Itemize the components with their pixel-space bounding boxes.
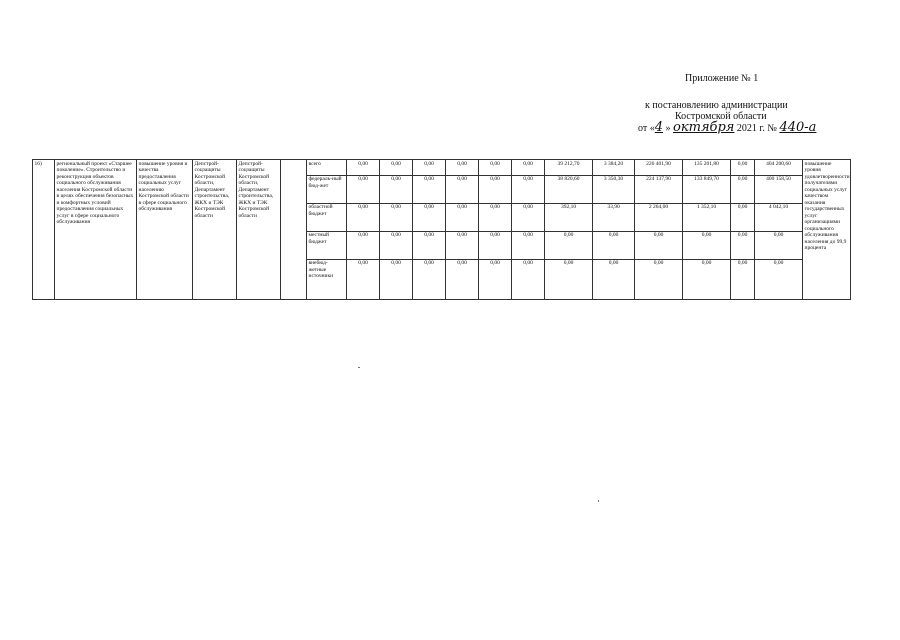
decree-date-line	[638, 120, 817, 135]
funding-value-cell: 0,00	[755, 231, 803, 259]
funding-value-cell: 400 158,50	[755, 175, 803, 203]
funding-value-cell: 0,00	[512, 259, 545, 299]
funding-value-cell: 39 212,70	[545, 160, 593, 176]
date-prefix: от «	[638, 123, 655, 134]
funding-value-cell: 0,00	[413, 175, 446, 203]
funding-value-cell: 0,00	[380, 259, 413, 299]
funding-value-cell: 0,00	[446, 203, 479, 231]
customer-cell: Депстрой-соцзащиты Костромской области, Департамент строительства, ЖКХ и ТЭК Костромской области	[193, 160, 237, 300]
funding-value-cell: 4 042,10	[755, 203, 803, 231]
funding-value-cell: 0,00	[731, 175, 755, 203]
decree-label: к постановлению администрации	[645, 100, 788, 111]
funding-value-cell: 3 350,30	[593, 175, 635, 203]
empty-cell	[281, 160, 307, 300]
row-index: 16)	[33, 160, 55, 300]
funding-value-cell: 0,00	[635, 231, 683, 259]
scan-speck	[358, 367, 360, 368]
funding-value-cell: 0,00	[347, 203, 380, 231]
program-table	[32, 159, 851, 300]
funding-value-cell: 0,00	[413, 231, 446, 259]
date-quote: »	[665, 123, 671, 134]
funding-value-cell: 0,00	[347, 259, 380, 299]
funding-value-cell: 0,00	[413, 259, 446, 299]
funding-value-cell: 135 201,80	[683, 160, 731, 176]
funding-value-cell: 0,00	[593, 231, 635, 259]
funding-value-cell: 0,00	[479, 175, 512, 203]
funding-value-cell: 0,00	[731, 259, 755, 299]
handwritten-month: октября	[673, 120, 735, 135]
funding-source-cell: всего	[307, 160, 347, 176]
region-label: Костромской области	[675, 111, 767, 122]
funding-value-cell: 3 384,20	[593, 160, 635, 176]
project-name-cell: региональный проект «Старшее поколение». Строительство и реконструкция объектов социального обслуживания населения Костромской области в целях обеспечения безопасных и комфортных условий предоставления социальных услуг в сфере социального обслуживания	[55, 160, 137, 300]
funding-value-cell: 0,00	[683, 259, 731, 299]
funding-value-cell: 133 849,70	[683, 175, 731, 203]
funding-source-cell: областной бюджет	[307, 203, 347, 231]
funding-value-cell: 0,00	[347, 231, 380, 259]
funding-value-cell: 33,90	[593, 203, 635, 231]
handwritten-day: 4	[654, 120, 664, 135]
funding-value-cell: 404 200,60	[755, 160, 803, 176]
funding-value-cell: 0,00	[545, 259, 593, 299]
funding-value-cell: 0,00	[446, 231, 479, 259]
table-row	[33, 160, 851, 176]
funding-value-cell: 1 352,10	[683, 203, 731, 231]
funding-value-cell: 0,00	[479, 231, 512, 259]
funding-value-cell: 0,00	[479, 160, 512, 176]
funding-value-cell: 38 820,60	[545, 175, 593, 203]
funding-source-cell: внебюд-жетные источники	[307, 259, 347, 299]
funding-value-cell: 0,00	[731, 160, 755, 176]
funding-value-cell: 0,00	[413, 203, 446, 231]
funding-value-cell: 2 264,00	[635, 203, 683, 231]
funding-value-cell: 0,00	[380, 231, 413, 259]
funding-value-cell: 0,00	[545, 231, 593, 259]
funding-value-cell: 0,00	[731, 203, 755, 231]
goal-cell: повышение уровня и качества предоставления социальных услуг населению Костромской области в сфере социального обслуживания	[137, 160, 193, 300]
funding-value-cell: 0,00	[512, 175, 545, 203]
funding-value-cell: 224 137,90	[635, 175, 683, 203]
funding-value-cell: 0,00	[635, 259, 683, 299]
funding-value-cell: 0,00	[380, 175, 413, 203]
scan-speck	[598, 500, 599, 502]
funding-value-cell: 0,00	[512, 203, 545, 231]
funding-value-cell: 0,00	[380, 203, 413, 231]
funding-value-cell: 0,00	[347, 160, 380, 176]
funding-value-cell: 0,00	[446, 175, 479, 203]
funding-value-cell: 0,00	[683, 231, 731, 259]
appendix-label: Приложение № 1	[685, 73, 759, 84]
funding-value-cell: 0,00	[755, 259, 803, 299]
funding-value-cell: 0,00	[347, 175, 380, 203]
executor-cell: Депстрой-соцзащиты Костромской области, Департамент строительства, ЖКХ и ТЭК Костромской области	[237, 160, 281, 300]
funding-value-cell: 392,10	[545, 203, 593, 231]
funding-value-cell: 0,00	[479, 259, 512, 299]
funding-source-cell: местный бюджет	[307, 231, 347, 259]
funding-value-cell: 0,00	[446, 259, 479, 299]
funding-value-cell: 226 401,90	[635, 160, 683, 176]
funding-value-cell: 0,00	[479, 203, 512, 231]
handwritten-number: 440-а	[779, 120, 817, 135]
funding-value-cell: 0,00	[446, 160, 479, 176]
funding-value-cell: 0,00	[380, 160, 413, 176]
funding-value-cell: 0,00	[512, 231, 545, 259]
result-cell: повышение уровня удовлетворенности получателями социальных услуг качеством оказания государственных услуг организациями социального обслуживания населения до 99,9 процента	[803, 160, 851, 300]
funding-value-cell: 0,00	[413, 160, 446, 176]
funding-value-cell: 0,00	[731, 231, 755, 259]
funding-value-cell: 0,00	[512, 160, 545, 176]
year-label: 2021 г. №	[736, 123, 777, 134]
funding-value-cell: 0,00	[593, 259, 635, 299]
funding-source-cell: федераль-ный бюд-жет	[307, 175, 347, 203]
